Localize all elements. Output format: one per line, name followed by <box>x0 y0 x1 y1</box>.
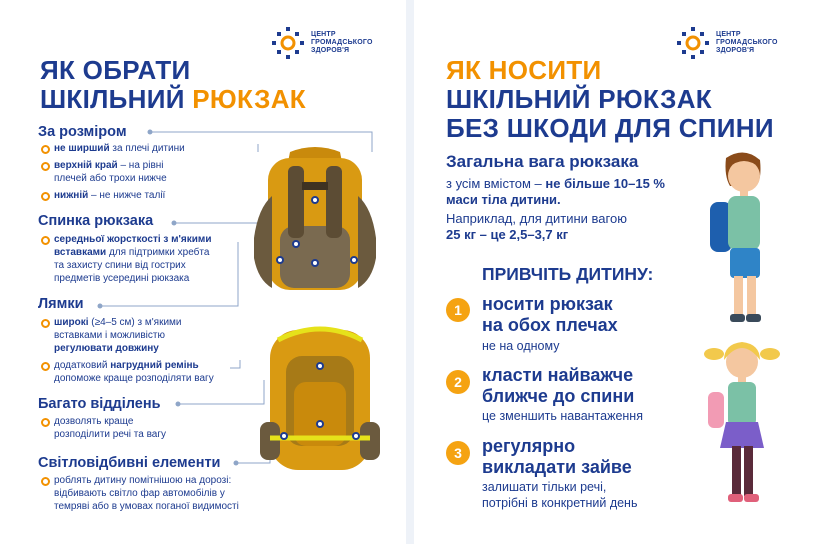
weight-heading: Загальна вага рюкзака <box>446 152 639 171</box>
step-subtitle: залишати тільки речі, потрібні в конкретний день <box>482 480 638 510</box>
section-heading-straps: Лямки <box>38 296 84 312</box>
list-item: роблять дитину помітнішою на дорозі: відбивають світло фар автомобілів у темряві або в умовах поганої видимості <box>54 474 239 513</box>
logo-right <box>676 26 778 60</box>
list-item: дозволять краще розподілити речі та вагу <box>54 415 166 441</box>
backpack-front-illustration <box>256 326 384 476</box>
section-heading-compartments: Багато відділень <box>38 396 161 412</box>
step-title: регулярно викладати зайве <box>482 436 632 477</box>
girl-illustration <box>702 334 782 514</box>
list-item: нижній – не нижче талії <box>54 189 165 202</box>
step-number: 2 <box>446 370 470 394</box>
step-title: носити рюкзак на обох плечах <box>482 294 618 335</box>
habit-heading: ПРИВЧІТЬ ДИТИНУ: <box>482 264 654 284</box>
list-item: середньої жорсткості з м'якими вставками для підтримки хребта та захисту спини від гострих предметів усередині рюкзака <box>54 233 211 285</box>
list-item: не ширший за плечі дитини <box>54 142 185 155</box>
boy-illustration <box>704 150 784 330</box>
list-item: верхній край – на рівні плечей або трохи нижче <box>54 159 167 185</box>
logo-text: ЦЕНТР ГРОМАДСЬКОГО ЗДОРОВ'Я <box>716 31 778 54</box>
list-item: додатковий нагрудний ремінь допоможе краще розподіляти вагу <box>54 359 214 385</box>
step-number: 1 <box>446 298 470 322</box>
logo-mark-icon <box>676 26 710 60</box>
right-panel <box>414 0 820 544</box>
backpack-back-illustration <box>250 148 380 298</box>
weight-text: з усім вмістом – не більше 10–15 % маси тіла дитини. <box>446 176 665 207</box>
step-subtitle: це зменшить навантаження <box>482 409 643 423</box>
step-title: класти найважче ближче до спини <box>482 365 635 406</box>
list-item: широкі (≥4–5 см) з м'якими вставками і можливістю регулювати довжину <box>54 316 182 355</box>
panel-divider <box>406 0 414 544</box>
step-subtitle: не на одному <box>482 339 560 353</box>
section-heading-back: Спинка рюкзака <box>38 213 154 229</box>
left-panel <box>0 0 406 544</box>
example-text: Наприклад, для дитини вагою 25 кг – це 2,5–3,7 кг <box>446 211 627 242</box>
section-heading-reflective: Світловідбивні елементи <box>38 455 221 471</box>
section-heading-size: За розміром <box>38 124 127 140</box>
step-number: 3 <box>446 441 470 465</box>
logo-text: ЦЕНТР ГРОМАДСЬКОГО ЗДОРОВ'Я <box>311 31 373 54</box>
right-title: ЯК НОСИТИ ШКІЛЬНИЙ РЮКЗАК БЕЗ ШКОДИ ДЛЯ СПИНИ <box>446 55 774 143</box>
left-title: ЯК ОБРАТИ ШКІЛЬНИЙ РЮКЗАК <box>40 55 306 114</box>
